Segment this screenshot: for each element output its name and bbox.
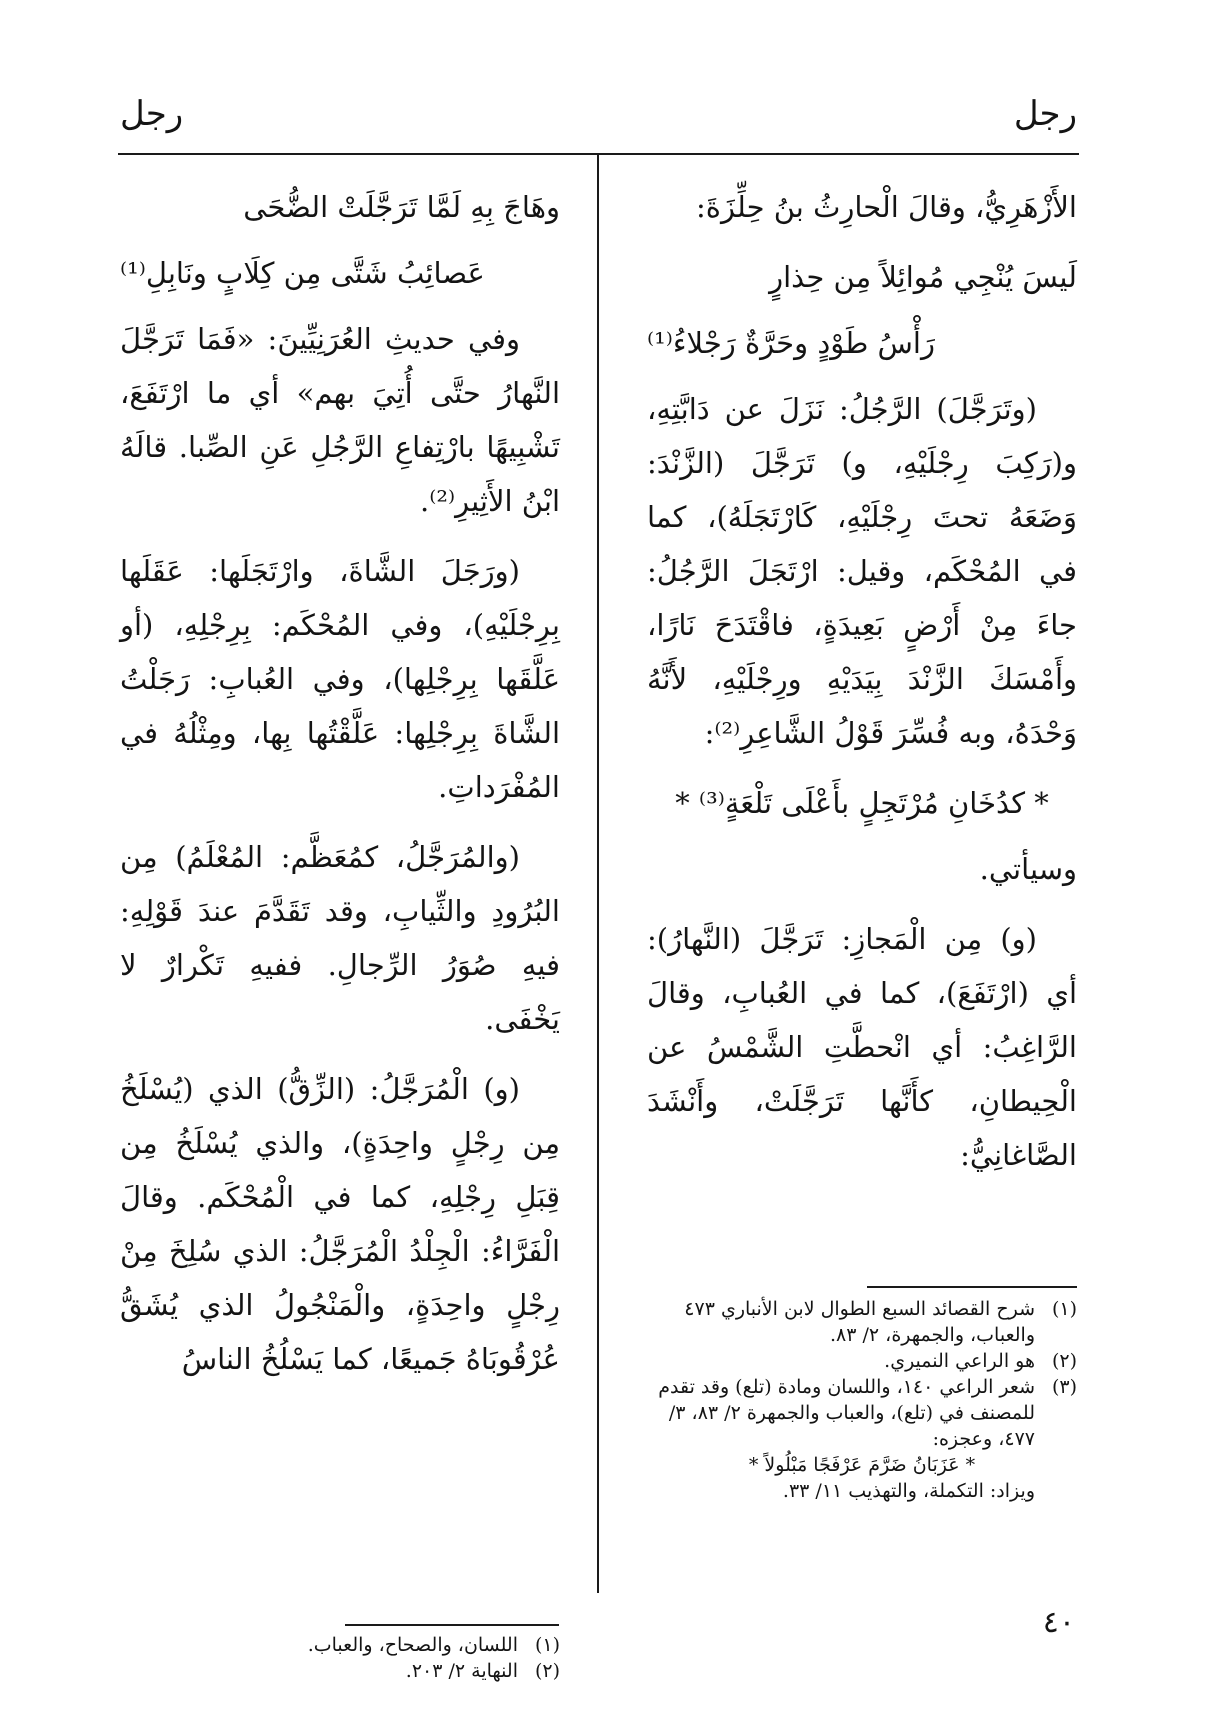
- column-divider: [597, 155, 599, 1593]
- footnote-number: (٢): [534, 1660, 560, 1682]
- verse-line: * كدُخَانِ مُرْتَجِلٍ بأَعْلَى تَلْعَةٍ⁽³⁾ *: [675, 786, 1049, 820]
- footnote-text: اللسان، والصحاح، والعباب.: [307, 1634, 518, 1656]
- footnote-text: النهاية ٢/ ٢٠٣.: [405, 1660, 518, 1682]
- footnote-rule-left: [345, 1624, 559, 1626]
- verse-hemistich: رَأْسُ طَوْدٍ وحَرَّةٌ رَجْلاءُ⁽¹⁾: [647, 326, 935, 360]
- footnote-number: (١): [534, 1634, 560, 1656]
- footnote: [647, 1296, 1077, 1348]
- paragraph: (والمُرَجَّلُ، كمُعَظَّم: المُعْلَمُ) مِن البُرُودِ والثِّيابِ، وقد تَقَدَّمَ عندَ قَوْلِهِ: فيهِ صُوَرُ الرِّجالِ. ففيهِ تَكْرارٌ لا يَخْفَى.: [120, 840, 560, 1036]
- footnotes-left: [120, 1632, 560, 1684]
- footnote-verse: * عَزَبَانُ ضَرَّمَ عَرْفَجًا مَبْلُولاً *: [748, 1454, 976, 1476]
- verse-hemistich: عَصائِبُ شَتَّى مِن كِلَابٍ ونَابِلِ⁽¹⁾: [120, 256, 485, 290]
- footnote: [647, 1348, 1077, 1374]
- footnote-text: ويزاد: التكملة، والتهذيب ١١/ ٣٣.: [782, 1480, 1035, 1502]
- footnote-number: (٣): [1051, 1376, 1077, 1398]
- footnote: [647, 1374, 1077, 1452]
- verse-hemistich: لَيسَ يُنْجِي مُوائِلاً مِن حِذارٍ: [769, 260, 1077, 294]
- paragraph: وسيأتي.: [979, 852, 1077, 886]
- right-column: [647, 180, 1077, 1198]
- footnote-text: شرح القصائد السبع الطوال لابن الأنباري ٤٧٣ والعباب، والجمهرة، ٢/ ٨٣.: [684, 1298, 1035, 1346]
- footnotes-right: [647, 1296, 1077, 1504]
- running-header-right: رجل: [1013, 94, 1077, 134]
- paragraph: (و) الْمُرَجَّلُ: (الزِّقُّ) الذي (يُسْلَخُ مِن رِجْلٍ واحِدَةٍ)، والذي يُسْلَخُ مِن قِبَلِ رِجْلِهِ، كما في الْمُحْكَم. وقالَ الْفَرَّاءُ: الْجِلْدُ الْمُرَجَّلُ: الذي سُلِخَ مِنْ رِجْلٍ واحِدَةٍ، والْمَنْجُولُ الذي يُشَقُّ عُرْقُوبَاهُ جَميعًا، كما يَسْلُخُ الناسُ: [120, 1072, 560, 1376]
- left-column: [120, 180, 560, 1402]
- paragraph: (وتَرَجَّلَ) الرَّجُلُ: نَزَلَ عن دَابَّتِهِ، و(رَكِبَ رِجْلَيْهِ، و) تَرَجَّلَ (الزَّنْدَ: وَضَعَهُ تحتَ رِجْلَيْهِ، كَارْتَجَلَهُ)، كما في المُحْكَم، وقيل: ارْتَجَلَ الرَّجُلُ: جاءَ مِنْ أَرْضٍ بَعِيدَةٍ، فاقْتَدَحَ نَارًا، وأَمْسَكَ الزَّنْدَ بِيَدَيْهِ ورِجْلَيْهِ، لأَنَّهُ وَحْدَهُ، وبه فُسِّرَ قَوْلُ الشَّاعِرِ⁽²⁾:: [647, 392, 1077, 750]
- footnote-number: (١): [1051, 1298, 1077, 1320]
- verse-hemistich: وهَاجَ بِهِ لَمَّا تَرَجَّلَتْ الضُّحَى: [243, 190, 560, 224]
- paragraph: (ورَجَلَ الشَّاةَ، وارْتَجَلَها: عَقَلَها بِرِجْلَيْهِ)، وفي المُحْكَم: بِرِجْلِهِ، (أو عَلَّقَها بِرِجْلِها)، وفي العُبابِ: رَجَلْتُ الشَّاةَ بِرِجْلِها: عَلَّقْتُها بِها، ومِثْلُهُ في المُفْرَداتِ.: [120, 554, 560, 804]
- footnote-number: (٢): [1051, 1350, 1077, 1372]
- footnote: [120, 1632, 560, 1658]
- footnote-text: هو الراعي النميري.: [884, 1350, 1035, 1372]
- running-header-left: رجل: [120, 94, 184, 134]
- paragraph: (و) مِن الْمَجازِ: تَرَجَّلَ (النَّهارُ): أي (ارْتَفَعَ)، كما في العُبابِ، وقالَ الرَّاغِبُ: أي انْحطَّتِ الشَّمْسُ عن الْحِيطانِ، كأَنَّها تَرَجَّلَتْ، وأَنْشَدَ الصَّاغانِيُّ:: [647, 922, 1077, 1172]
- page-number: ٤٠: [1042, 1605, 1075, 1640]
- footnote: [120, 1658, 560, 1684]
- paragraph: وفي حديثِ العُرَنِيِّينَ: «فَمَا تَرَجَّلَ النَّهارُ حتَّى أُتِيَ بهم» أي ما ارْتَفَعَ، تَشْبِيهًا بارْتِفاعِ الرَّجُلِ عَنِ الصِّبا. قالَهُ ابْنُ الأَثِيرِ⁽²⁾.: [120, 322, 560, 518]
- paragraph: الأَزْهَرِيُّ، وقالَ الْحارِثُ بنُ حِلِّزَةَ:: [696, 190, 1077, 224]
- footnote-text: شعر الراعي ١٤٠، واللسان ومادة (تلع) وقد تقدم للمصنف في (تلع)، والعباب والجمهرة ٢/ ٨٣، ٣/ ٤٧٧، وعجزه:: [658, 1376, 1035, 1450]
- footnote-rule-right: [867, 1286, 1077, 1288]
